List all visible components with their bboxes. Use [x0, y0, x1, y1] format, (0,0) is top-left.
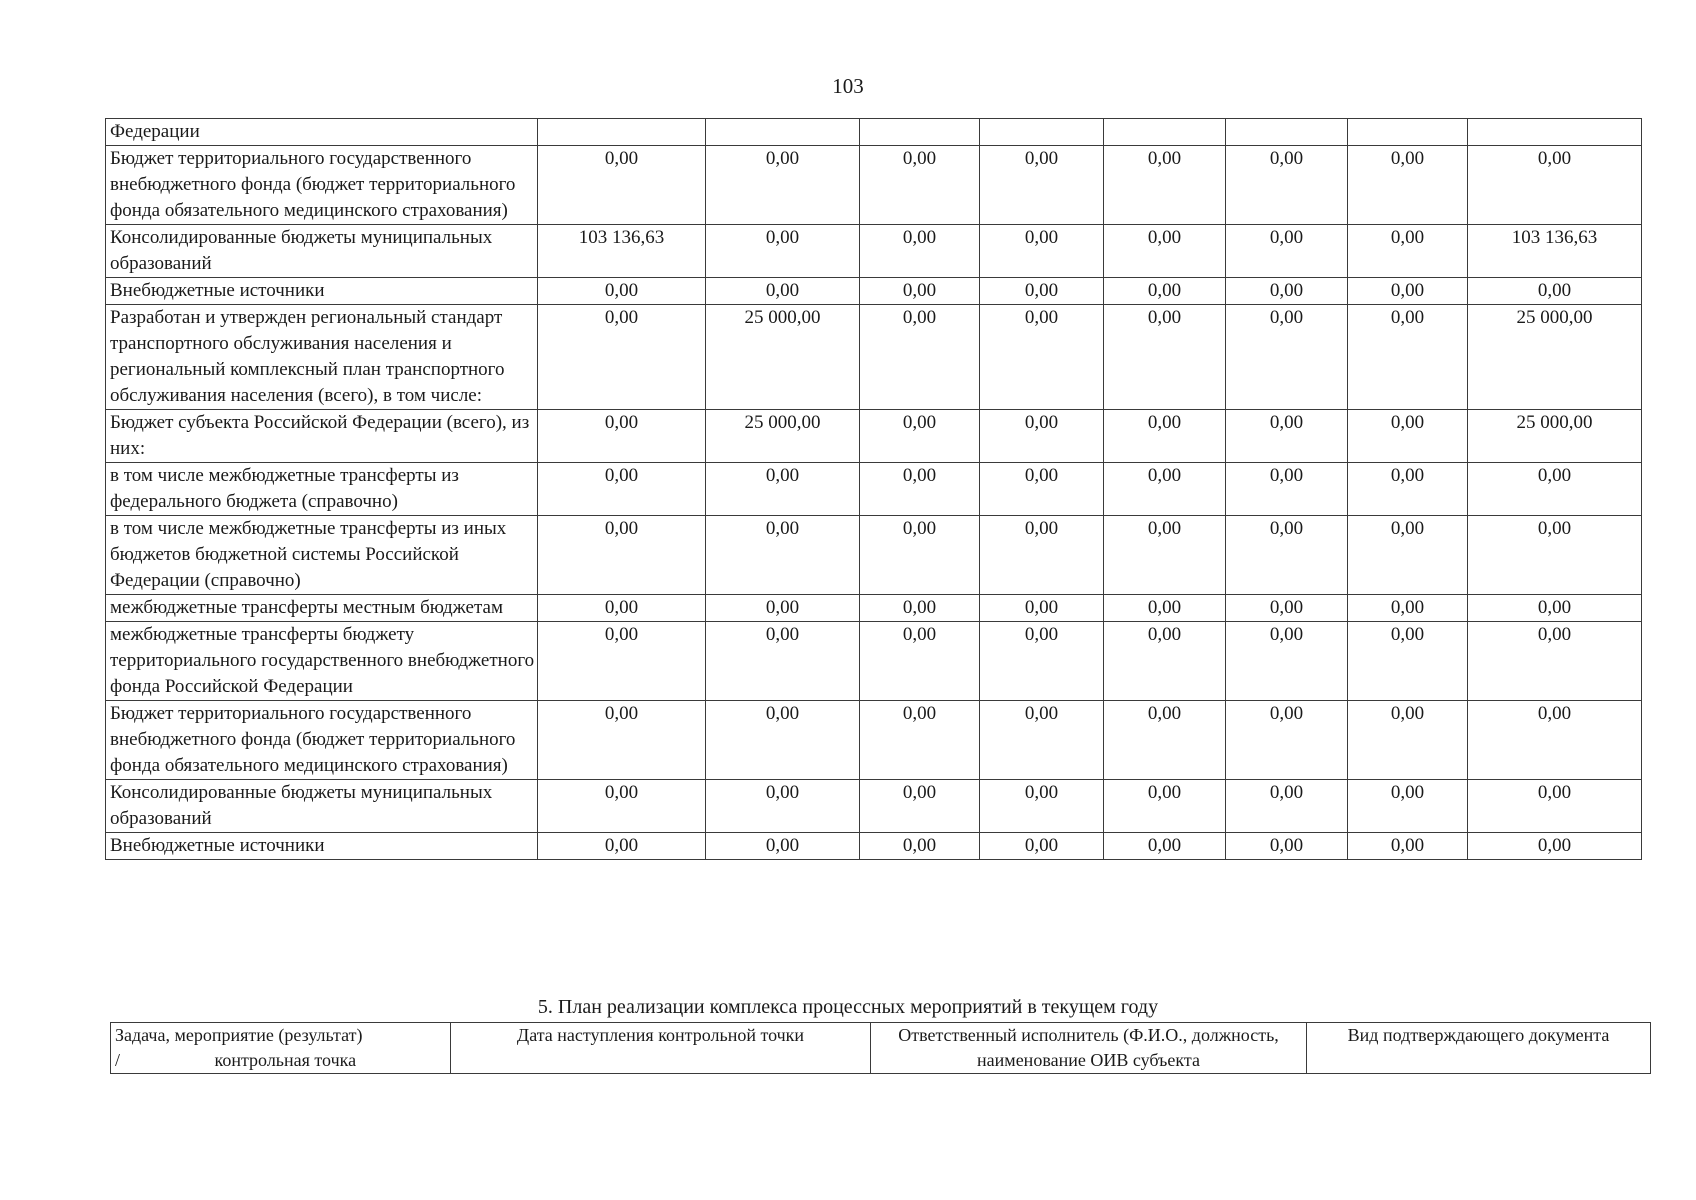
row-label: Консолидированные бюджеты муниципальных образований [106, 780, 538, 833]
value-cell: 0,00 [538, 516, 706, 595]
table-row [106, 833, 1642, 860]
row-label: Разработан и утвержден региональный стандарт транспортного обслуживания населения и региональный комплексный план транспортного обслуживания населения (всего), в том числе: [106, 305, 538, 410]
table-row [106, 146, 1642, 225]
value-cell [1104, 119, 1226, 146]
value-cell: 0,00 [1104, 305, 1226, 410]
value-cell: 0,00 [1468, 622, 1642, 701]
value-cell: 0,00 [538, 595, 706, 622]
value-cell: 0,00 [1348, 516, 1468, 595]
value-cell: 0,00 [860, 278, 980, 305]
value-cell: 0,00 [1104, 463, 1226, 516]
row-label: межбюджетные трансферты местным бюджетам [106, 595, 538, 622]
table-row [106, 701, 1642, 780]
value-cell: 0,00 [538, 278, 706, 305]
value-cell: 0,00 [1468, 780, 1642, 833]
value-cell: 0,00 [538, 410, 706, 463]
row-label: Внебюджетные источники [106, 278, 538, 305]
value-cell: 0,00 [1104, 780, 1226, 833]
value-cell: 0,00 [706, 516, 860, 595]
table-row [106, 410, 1642, 463]
value-cell: 0,00 [538, 833, 706, 860]
value-cell: 0,00 [538, 780, 706, 833]
value-cell: 103 136,63 [1468, 225, 1642, 278]
value-cell: 0,00 [1104, 410, 1226, 463]
value-cell: 25 000,00 [706, 305, 860, 410]
value-cell: 0,00 [1104, 516, 1226, 595]
row-label: в том числе межбюджетные трансферты из федерального бюджета (справочно) [106, 463, 538, 516]
value-cell: 0,00 [1348, 701, 1468, 780]
value-cell: 0,00 [1226, 410, 1348, 463]
row-label: Бюджет территориального государственного внебюджетного фонда (бюджет территориального фонда обязательного медицинского страхования) [106, 146, 538, 225]
row-label: в том числе межбюджетные трансферты из иных бюджетов бюджетной системы Российской Федерации (справочно) [106, 516, 538, 595]
value-cell: 0,00 [1226, 516, 1348, 595]
value-cell: 0,00 [706, 278, 860, 305]
value-cell: 0,00 [538, 146, 706, 225]
value-cell [538, 119, 706, 146]
value-cell: 0,00 [1348, 225, 1468, 278]
value-cell: 0,00 [860, 305, 980, 410]
value-cell: 0,00 [706, 225, 860, 278]
table-row [106, 516, 1642, 595]
value-cell: 0,00 [980, 305, 1104, 410]
value-cell: 0,00 [980, 410, 1104, 463]
value-cell: 0,00 [1468, 278, 1642, 305]
page-number: 103 [832, 74, 864, 98]
value-cell: 0,00 [1226, 833, 1348, 860]
value-cell: 0,00 [1468, 463, 1642, 516]
table-row [106, 622, 1642, 701]
value-cell: 0,00 [1226, 305, 1348, 410]
value-cell [980, 119, 1104, 146]
row-label: Бюджет территориального государственного внебюджетного фонда (бюджет территориального фонда обязательного медицинского страхования) [106, 701, 538, 780]
value-cell: 103 136,63 [538, 225, 706, 278]
value-cell: 0,00 [1226, 622, 1348, 701]
value-cell: 0,00 [860, 833, 980, 860]
value-cell: 0,00 [1104, 595, 1226, 622]
table-row [106, 119, 1642, 146]
value-cell: 0,00 [1104, 278, 1226, 305]
value-cell: 0,00 [1104, 622, 1226, 701]
table-row [106, 225, 1642, 278]
value-cell: 0,00 [980, 463, 1104, 516]
plan-header-responsible: Ответственный исполнитель (Ф.И.О., должность, наименование ОИВ субъекта [871, 1023, 1307, 1074]
value-cell [1468, 119, 1642, 146]
value-cell: 0,00 [980, 516, 1104, 595]
value-cell: 0,00 [1348, 595, 1468, 622]
table-row [106, 278, 1642, 305]
value-cell: 0,00 [1104, 833, 1226, 860]
value-cell: 0,00 [1348, 146, 1468, 225]
value-cell: 0,00 [1226, 225, 1348, 278]
value-cell: 0,00 [980, 780, 1104, 833]
value-cell: 0,00 [860, 410, 980, 463]
value-cell: 0,00 [860, 146, 980, 225]
value-cell: 0,00 [980, 622, 1104, 701]
value-cell: 25 000,00 [1468, 305, 1642, 410]
value-cell: 0,00 [1226, 701, 1348, 780]
value-cell: 25 000,00 [706, 410, 860, 463]
value-cell: 0,00 [538, 622, 706, 701]
value-cell: 0,00 [1468, 595, 1642, 622]
row-label: Консолидированные бюджеты муниципальных образований [106, 225, 538, 278]
table-row [106, 595, 1642, 622]
value-cell [1226, 119, 1348, 146]
value-cell: 0,00 [980, 595, 1104, 622]
value-cell: 0,00 [706, 146, 860, 225]
value-cell: 0,00 [860, 780, 980, 833]
value-cell: 0,00 [860, 225, 980, 278]
budget-table-body [106, 119, 1642, 860]
value-cell: 0,00 [860, 595, 980, 622]
value-cell: 0,00 [980, 701, 1104, 780]
value-cell: 0,00 [1468, 516, 1642, 595]
row-label: Бюджет субъекта Российской Федерации (всего), из них: [106, 410, 538, 463]
plan-header-date: Дата наступления контрольной точки [451, 1023, 871, 1074]
value-cell: 0,00 [706, 833, 860, 860]
value-cell: 0,00 [980, 146, 1104, 225]
value-cell: 0,00 [706, 622, 860, 701]
row-label: межбюджетные трансферты бюджету территориального государственного внебюджетного фонда Российской Федерации [106, 622, 538, 701]
value-cell: 0,00 [1348, 305, 1468, 410]
value-cell: 0,00 [1226, 278, 1348, 305]
value-cell: 0,00 [980, 278, 1104, 305]
value-cell: 0,00 [1348, 622, 1468, 701]
plan-header-task: Задача, мероприятие (результат) / контрольная точка [111, 1023, 451, 1074]
value-cell [860, 119, 980, 146]
value-cell: 0,00 [860, 463, 980, 516]
value-cell: 0,00 [980, 225, 1104, 278]
table-row [106, 463, 1642, 516]
budget-table [105, 118, 1642, 860]
value-cell: 0,00 [860, 701, 980, 780]
value-cell: 0,00 [1468, 146, 1642, 225]
value-cell: 0,00 [980, 833, 1104, 860]
value-cell: 0,00 [1348, 833, 1468, 860]
value-cell [1348, 119, 1468, 146]
table-row [106, 780, 1642, 833]
value-cell: 0,00 [1226, 780, 1348, 833]
value-cell: 0,00 [1226, 595, 1348, 622]
value-cell: 25 000,00 [1468, 410, 1642, 463]
value-cell: 0,00 [860, 622, 980, 701]
value-cell: 0,00 [1226, 146, 1348, 225]
value-cell: 0,00 [1348, 278, 1468, 305]
plan-table-header-row [111, 1023, 1651, 1074]
row-label: Внебюджетные источники [106, 833, 538, 860]
value-cell: 0,00 [1468, 701, 1642, 780]
value-cell: 0,00 [1348, 463, 1468, 516]
value-cell: 0,00 [860, 516, 980, 595]
value-cell: 0,00 [1104, 225, 1226, 278]
value-cell: 0,00 [1104, 146, 1226, 225]
value-cell: 0,00 [538, 701, 706, 780]
plan-table [110, 1022, 1651, 1074]
value-cell: 0,00 [706, 463, 860, 516]
value-cell: 0,00 [706, 595, 860, 622]
table-row [106, 305, 1642, 410]
value-cell: 0,00 [1104, 701, 1226, 780]
value-cell: 0,00 [706, 701, 860, 780]
value-cell: 0,00 [1348, 410, 1468, 463]
value-cell: 0,00 [1468, 833, 1642, 860]
section-5-title: 5. План реализации комплекса процессных мероприятий в текущем году [537, 996, 1159, 1018]
value-cell: 0,00 [706, 780, 860, 833]
plan-header-document: Вид подтверждающего документа [1307, 1023, 1651, 1074]
value-cell: 0,00 [1348, 780, 1468, 833]
row-label: Федерации [106, 119, 538, 146]
value-cell [706, 119, 860, 146]
value-cell: 0,00 [1226, 463, 1348, 516]
value-cell: 0,00 [538, 305, 706, 410]
value-cell: 0,00 [538, 463, 706, 516]
